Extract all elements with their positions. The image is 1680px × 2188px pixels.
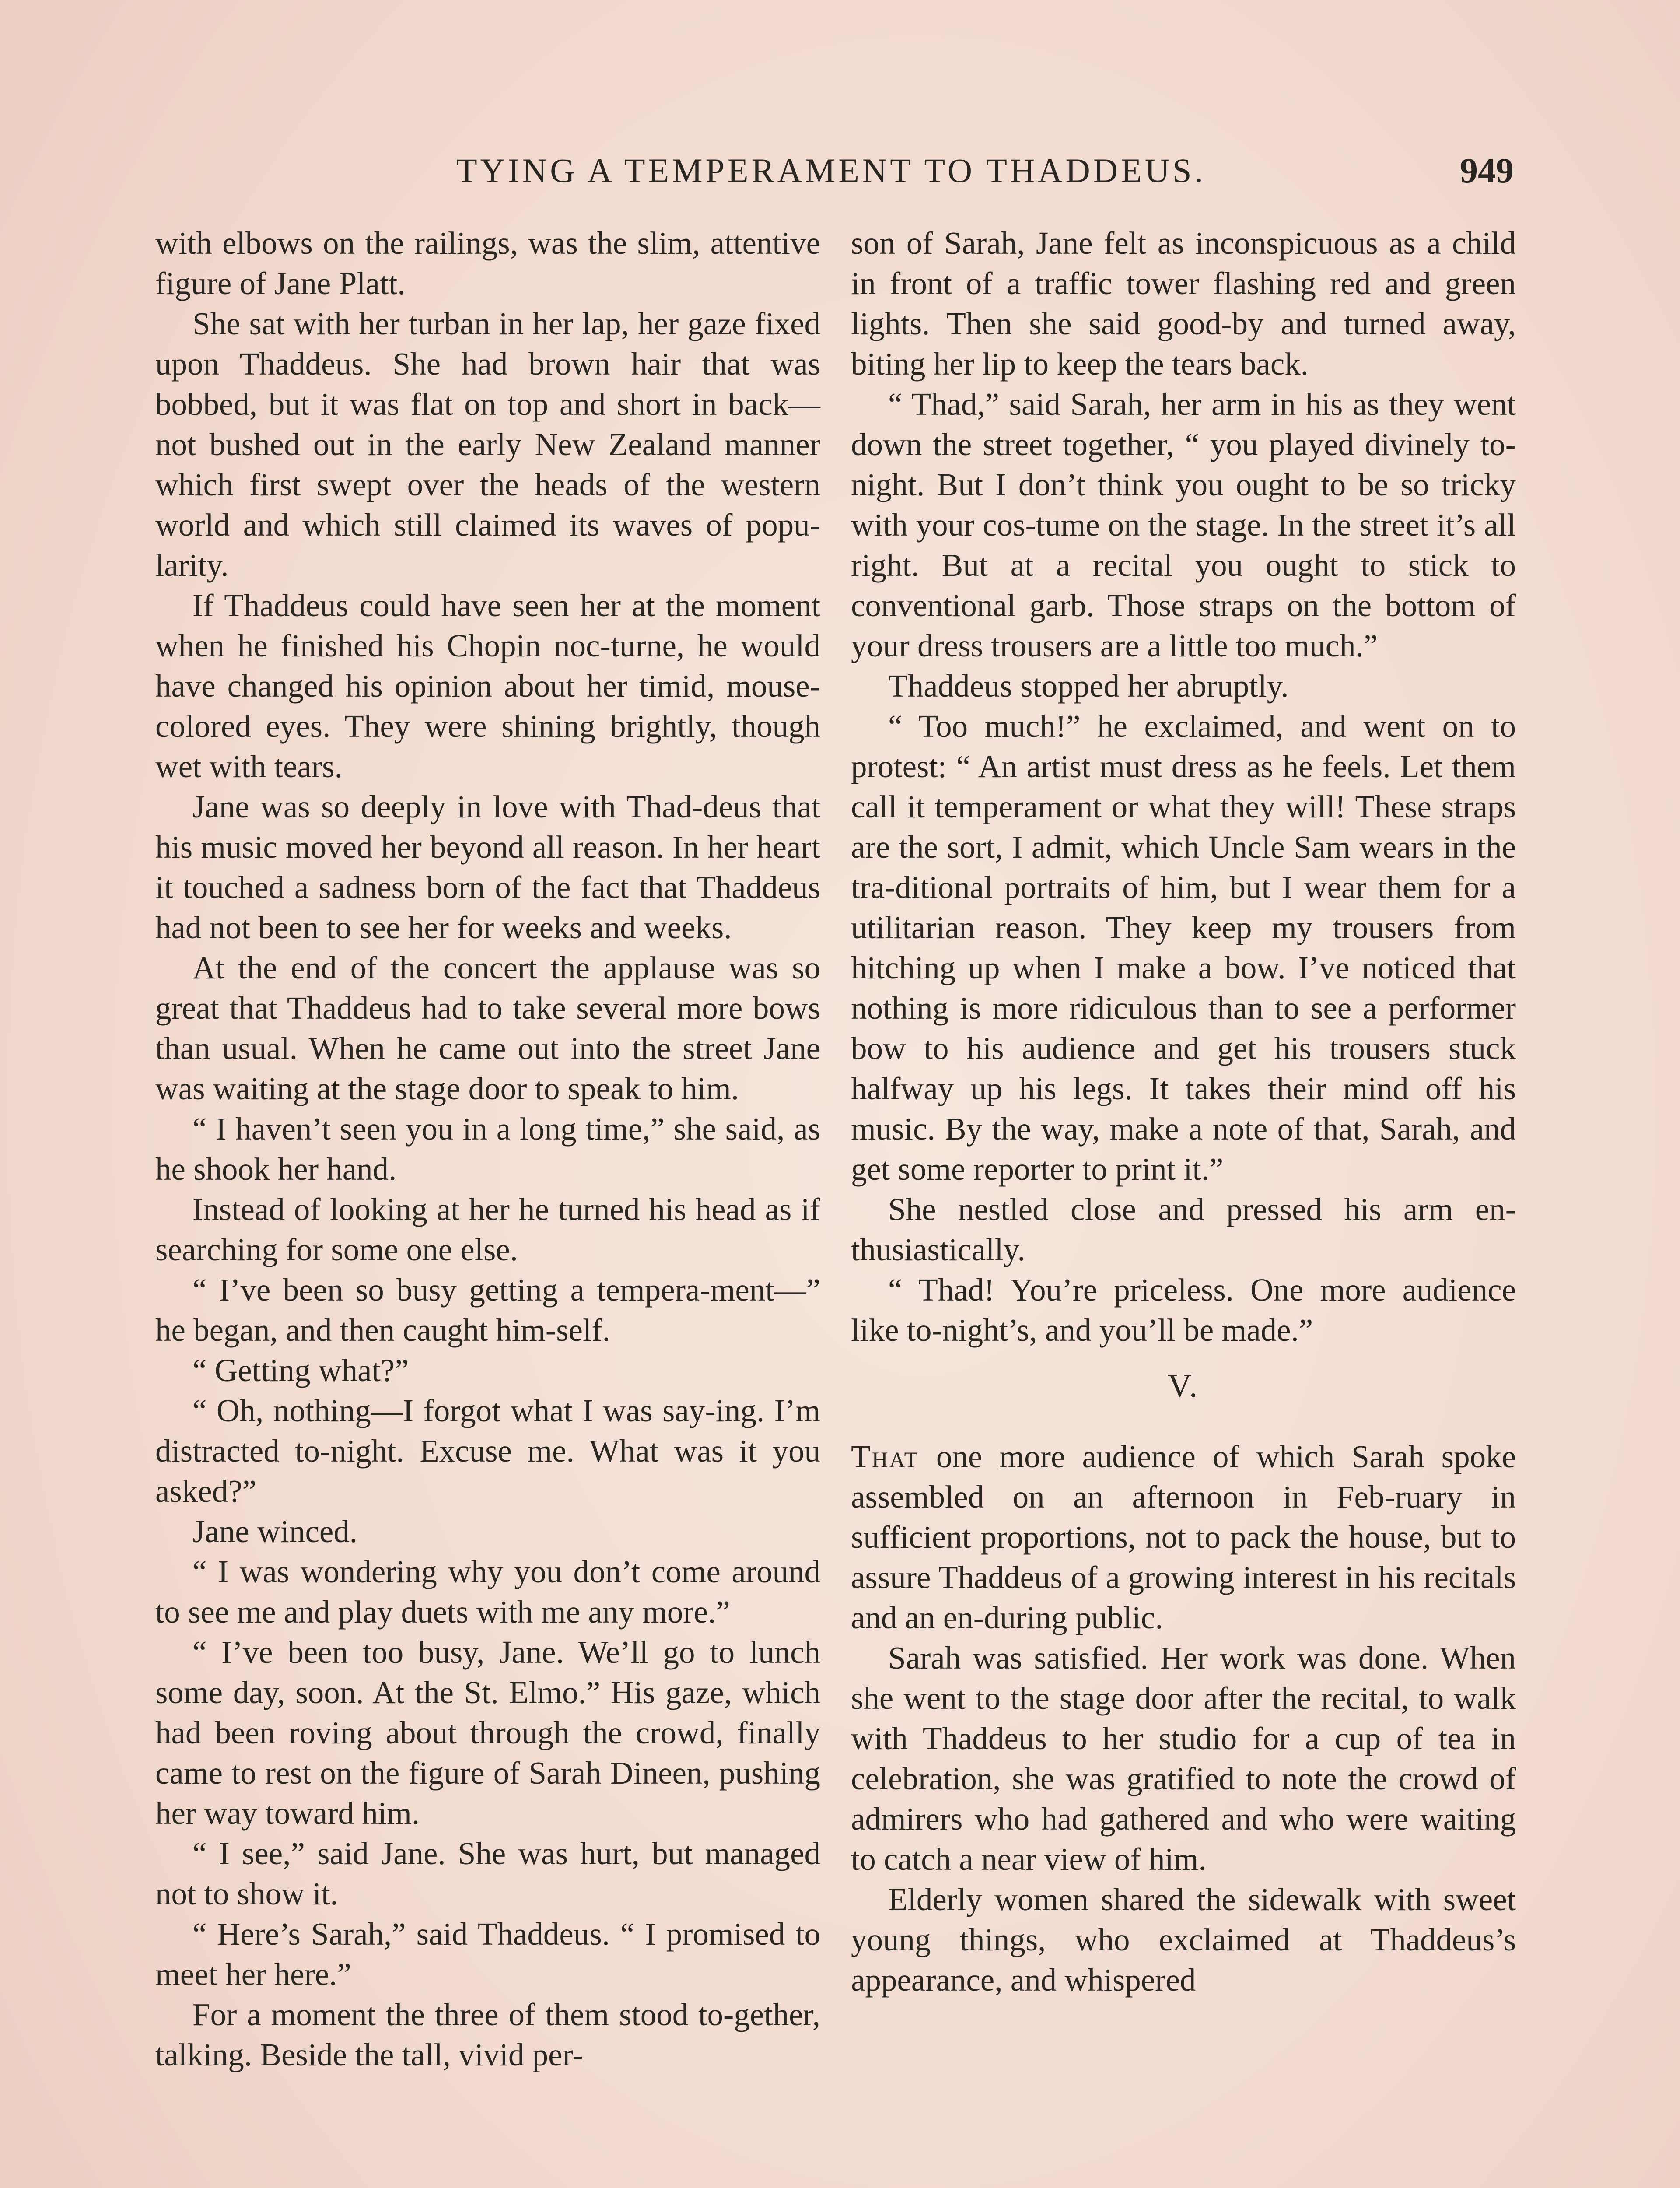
paragraph: If Thaddeus could have seen her at the moment when he finished his Chopin noc-turne, he would have changed his opinion about her timid, mouse-colored eyes. They were shining brightly, though wet with tears.: [155, 588, 820, 784]
paragraph: “ I was wondering why you don’t come around to see me and play duets with me any more.”: [155, 1554, 820, 1630]
running-title: TYING A TEMPERAMENT TO THADDEUS.: [456, 151, 1207, 189]
section-heading: V.: [1167, 1368, 1200, 1404]
paragraph: son of Sarah, Jane felt as inconspicuous as a child in front of a traffic tower flashing red and green lights. Then she said good-by and turned away, biting her lip to keep the tears back.: [851, 225, 1516, 382]
left-column: [155, 223, 820, 2075]
paragraph: “ Getting what?”: [192, 1353, 409, 1388]
paragraph: “ I haven’t seen you in a long time,” she said, as he shook her hand.: [155, 1111, 820, 1187]
paragraph: “ I’ve been so busy getting a tempera-ment—” he began, and then caught him-self.: [155, 1272, 820, 1348]
paragraph: “ Thad,” said Sarah, her arm in his as they went down the street together, “ you played divinely to-night. But I don’t think you ought to be so tricky with your cos-tume on the stage. In the street it’s all right. But at a recital you ought to stick to conventional garb. Those straps on the bottom of your dress trousers are a little too much.”: [851, 386, 1516, 663]
paragraph: “ I’ve been too busy, Jane. We’ll go to lunch some day, soon. At the St. Elmo.” His gaze, which had been roving about through the crowd, finally came to rest on the figure of Sarah Dineen, pushing her way toward him.: [155, 1634, 820, 1831]
paragraph: She sat with her turban in her lap, her gaze fixed upon Thaddeus. She had brown hair that was bobbed, but it was flat on top and short in back—not bushed out in the early New Zealand manner which first swept over the heads of the western world and which still claimed its waves of popu-larity.: [155, 306, 820, 583]
paragraph: At the end of the concert the applause was so great that Thaddeus had to take several more bows than usual. When he came out into the street Jane was waiting at the stage door to speak to him.: [155, 950, 820, 1106]
section-lead-word: That: [851, 1439, 919, 1474]
paragraph: “ Too much!” he exclaimed, and went on to protest: “ An artist must dress as he feels. Let them call it temperament or what they will! These straps are the sort, I admit, which Uncle Sam wears in the tra-ditional portraits of him, but I wear them for a utilitarian reason. They keep my trousers from hitching up when I make a bow. I’ve noticed that nothing is more ridiculous than to see a performer bow to his audience and get his trousers stuck halfway up his legs. It takes their mind off his music. By the way, make a note of that, Sarah, and get some reporter to print it.”: [851, 708, 1516, 1187]
paragraph: Instead of looking at her he turned his head as if searching for some one else.: [155, 1192, 820, 1267]
running-head: [149, 144, 1514, 197]
paragraph: with elbows on the railings, was the slim, attentive figure of Jane Platt.: [155, 225, 820, 301]
paragraph: “ Thad! You’re priceless. One more audience like to-night’s, and you’ll be made.”: [851, 1272, 1516, 1348]
paragraph: “ Oh, nothing—I forgot what I was say-ing. I’m distracted to-night. Excuse me. What was it you asked?”: [155, 1393, 820, 1509]
right-column: [851, 223, 1516, 2000]
paragraph: Thaddeus stopped her abruptly.: [888, 668, 1289, 704]
paragraph: Elderly women shared the sidewalk with sweet young things, who exclaimed at Thaddeus’s appearance, and whispered: [851, 1882, 1516, 1998]
paragraph: For a moment the three of them stood to-gether, talking. Beside the tall, vivid per-: [155, 1997, 820, 2072]
paragraph: “ Here’s Sarah,” said Thaddeus. “ I promised to meet her here.”: [155, 1916, 820, 1992]
paragraph: Jane winced.: [192, 1514, 358, 1549]
paragraph: Sarah was satisfied. Her work was done. When she went to the stage door after the recital, to walk with Thaddeus to her studio for a cup of tea in celebration, she was gratified to note the crowd of admirers who had gathered and who were waiting to catch a near view of him.: [851, 1640, 1516, 1877]
paragraph: “ I see,” said Jane. She was hurt, but managed not to show it.: [155, 1836, 820, 1911]
paragraph: She nestled close and pressed his arm en-thusiastically.: [851, 1192, 1516, 1267]
section-opening-paragraph: [851, 1437, 1516, 1638]
page-number: 949: [1460, 151, 1514, 190]
paragraph: Jane was so deeply in love with Thad-deus that his music moved her beyond all reason. In her heart it touched a sadness born of the fact that Thaddeus had not been to see her for weeks and weeks.: [155, 789, 820, 945]
section-opening-text: one more audience of which Sarah spoke assembled on an afternoon in Feb-ruary in sufficient proportions, not to pack the house, but to assure Thaddeus of a growing interest in his recitals and an en-during public.: [851, 1439, 1516, 1635]
